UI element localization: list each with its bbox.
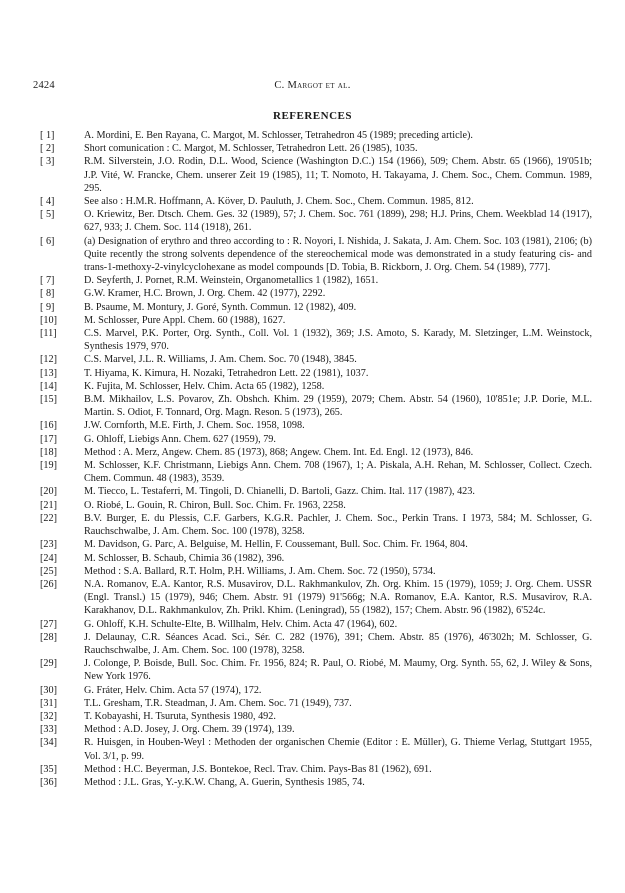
reference-number: [15] bbox=[40, 394, 57, 406]
reference-item bbox=[40, 327, 592, 353]
reference-item bbox=[40, 512, 592, 538]
reference-item bbox=[40, 499, 592, 512]
reference-text: G. Ohloff, K.H. Schulte-Elte, B. Willhalm, Helv. Chim. Acta 47 (1964), 602. bbox=[84, 618, 398, 630]
reference-number: [16] bbox=[40, 420, 57, 432]
reference-item bbox=[40, 446, 592, 459]
reference-number: [17] bbox=[40, 433, 57, 445]
reference-number: [ 2] bbox=[40, 143, 55, 155]
reference-text: B.M. Mikhailov, L.S. Povarov, Zh. Obshch. Khim. 29 (1959), 2079; Chem. Abstr. 54 (1960), 10'851e; J.P. Dorie, M.L. Martin. S. Odiot, F. Tonnard, Org. Magn. Reson. 5 (1973), 265. bbox=[84, 394, 592, 419]
reference-number: [ 8] bbox=[40, 288, 55, 300]
reference-item bbox=[40, 723, 592, 736]
reference-number: [13] bbox=[40, 367, 57, 379]
reference-text: J.W. Cornforth, M.E. Firth, J. Chem. Soc. 1958, 1098. bbox=[84, 420, 305, 432]
reference-text: T. Kobayashi, H. Tsuruta, Synthesis 1980, 492. bbox=[84, 710, 276, 722]
reference-text: C.S. Marvel, P.K. Porter, Org. Synth., Coll. Vol. 1 (1932), 369; J.S. Amoto, S. Karady, M. Sletzinger, L.M. Weinstock, Synthesis 1979, 970. bbox=[84, 328, 592, 353]
reference-number: [11] bbox=[40, 328, 57, 340]
reference-number: [33] bbox=[40, 724, 57, 736]
reference-text: N.A. Romanov, E.A. Kantor, R.S. Musavirov, D.L. Rakhmankulov, Zh. Org. Khim. 15 (1979), 1059; J. Org. Chem. USSR (Engl. Transl.) 15 (1979), 946; Chem. Abstr. 91 (1979) 91'566g; N.A. Romanov, E.A. Kantor, R.S. Musavirov, R.A. Karakhanov, D.L. Rakhmankulov, Zh. Prikl. Khim. (Leningrad), 55 (1982), 157; Chem. Abstr. 96 (1982), 6'524c. bbox=[84, 578, 592, 617]
reference-item bbox=[40, 301, 592, 314]
reference-number: [ 5] bbox=[40, 209, 55, 221]
reference-number: [31] bbox=[40, 697, 57, 709]
reference-text: G. Fráter, Helv. Chim. Acta 57 (1974), 172. bbox=[84, 684, 262, 696]
reference-item bbox=[40, 736, 592, 762]
reference-text: (a) Designation of erythro and threo according to : R. Noyori, I. Nishida, J. Sakata, J. Am. Chem. Soc. 103 (1981), 2106; (b) Quite recently the strong solvents dependence of the stereochemical mode was demonstrated in a study featuring cis- and trans-1-methoxy-2-vinylcyclohexane as model compounds [D. Tobia, B. Rickborn, J. Org. Chem. 54 (1989), 777]. bbox=[84, 235, 592, 274]
reference-text: M. Tiecco, L. Testaferri, M. Tingoli, D. Chianelli, D. Bartoli, Gazz. Chim. Ital. 117 (1987), 423. bbox=[84, 486, 475, 498]
reference-text: D. Seyferth, J. Pornet, R.M. Weinstein, Organometallics 1 (1982), 1651. bbox=[84, 275, 379, 287]
reference-text: Short comunication : C. Margot, M. Schlosser, Tetrahedron Lett. 26 (1985), 1035. bbox=[84, 143, 418, 155]
reference-item bbox=[40, 419, 592, 432]
reference-number: [30] bbox=[40, 684, 57, 696]
reference-number: [19] bbox=[40, 460, 57, 472]
reference-number: [12] bbox=[40, 354, 57, 366]
reference-item bbox=[40, 155, 592, 195]
reference-text: See also : H.M.R. Hoffmann, A. Köver, D. Pauluth, J. Chem. Soc., Chem. Commun. 1985, 812. bbox=[84, 196, 474, 208]
reference-item bbox=[40, 697, 592, 710]
reference-text: M. Schlosser, Pure Appl. Chem. 60 (1988), 1627. bbox=[84, 314, 286, 326]
reference-number: [24] bbox=[40, 552, 57, 564]
section-title: REFERENCES bbox=[273, 110, 352, 122]
reference-text: G.W. Kramer, H.C. Brown, J. Org. Chem. 42 (1977), 2292. bbox=[84, 288, 326, 300]
reference-text: J. Colonge, P. Boisde, Bull. Soc. Chim. Fr. 1956, 824; R. Paul, O. Riobé, M. Maumy, Org. Synth. 55, 62, J. Wiley & Sons, New York 1976. bbox=[84, 658, 592, 683]
reference-text: M. Davidson, G. Parc, A. Belguise, M. Hellin, F. Coussemant, Bull. Soc. Chim. Fr. 1964, 804. bbox=[84, 539, 468, 551]
reference-item bbox=[40, 195, 592, 208]
reference-text: J. Delaunay, C.R. Séances Acad. Sci., Sér. C. 282 (1976), 391; Chem. Abstr. 85 (1976), 46'302h; M. Schlosser, G. Rauchschwalbe, J. Am. Chem. Soc. 100 (1978), 3258. bbox=[84, 631, 592, 656]
reference-text: Method : H.C. Beyerman, J.S. Bontekoe, Recl. Trav. Chim. Pays-Bas 81 (1962), 691. bbox=[84, 763, 432, 775]
reference-number: [18] bbox=[40, 446, 57, 458]
reference-number: [ 7] bbox=[40, 275, 55, 287]
reference-item bbox=[40, 631, 592, 657]
reference-text: G. Ohloff, Liebigs Ann. Chem. 627 (1959), 79. bbox=[84, 433, 276, 445]
reference-number: [25] bbox=[40, 565, 57, 577]
reference-item bbox=[40, 142, 592, 155]
reference-item bbox=[40, 578, 592, 618]
reference-item bbox=[40, 353, 592, 366]
reference-item bbox=[40, 274, 592, 287]
reference-number: [ 1] bbox=[40, 130, 55, 141]
reference-text: K. Fujita, M. Schlosser, Helv. Chim. Acta 65 (1982), 1258. bbox=[84, 380, 325, 392]
reference-item bbox=[40, 287, 592, 300]
reference-item bbox=[40, 459, 592, 485]
reference-number: [23] bbox=[40, 539, 57, 551]
reference-text: T. Hiyama, K. Kimura, H. Nozaki, Tetrahedron Lett. 22 (1981), 1037. bbox=[84, 367, 369, 379]
reference-item bbox=[40, 538, 592, 551]
reference-list bbox=[40, 129, 592, 789]
reference-number: [34] bbox=[40, 737, 57, 749]
reference-item bbox=[40, 485, 592, 498]
reference-number: [29] bbox=[40, 658, 57, 670]
reference-item bbox=[40, 393, 592, 419]
reference-text: R.M. Silverstein, J.O. Rodin, D.L. Wood, Science (Washington D.C.) 154 (1966), 509; Chem. Abstr. 65 (1966), 19'051b; J.P. Vité, W. Francke, Chem. unserer Zeit 19 (1985), 11; T. Nomoto, H. Takayama, J. Chem. Soc., Chem. Commun. 1989, 295. bbox=[84, 156, 592, 194]
reference-item bbox=[40, 618, 592, 631]
reference-number: [26] bbox=[40, 578, 57, 590]
reference-number: [ 6] bbox=[40, 235, 55, 247]
reference-item bbox=[40, 763, 592, 776]
reference-number: [27] bbox=[40, 618, 57, 630]
reference-text: Method : S.A. Ballard, R.T. Holm, P.H. Williams, J. Am. Chem. Soc. 72 (1950), 5734. bbox=[84, 565, 436, 577]
reference-text: B.V. Burger, E. du Plessis, C.F. Garbers, K.G.R. Pachler, J. Chem. Soc., Perkin Trans. I 1973, 584; M. Schlosser, G. Rauchschwalbe, J. Am. Chem. Soc. 100 (1978), 3258. bbox=[84, 512, 592, 538]
reference-number: [35] bbox=[40, 763, 57, 775]
running-head-text: C. Margot et al. bbox=[274, 80, 351, 91]
reference-item bbox=[40, 314, 592, 327]
page-number: 2424 bbox=[33, 80, 55, 91]
reference-text: T.L. Gresham, T.R. Steadman, J. Am. Chem. Soc. 71 (1949), 737. bbox=[84, 697, 352, 709]
reference-item bbox=[40, 235, 592, 275]
reference-text: Method : J.L. Gras, Y.-y.K.W. Chang, A. Guerin, Synthesis 1985, 74. bbox=[84, 776, 365, 788]
reference-item bbox=[40, 208, 592, 234]
reference-item bbox=[40, 565, 592, 578]
reference-number: [21] bbox=[40, 499, 57, 511]
reference-item bbox=[40, 129, 592, 142]
running-head bbox=[0, 80, 625, 91]
reference-number: [22] bbox=[40, 512, 57, 524]
reference-item bbox=[40, 552, 592, 565]
reference-number: [36] bbox=[40, 776, 57, 788]
reference-number: [ 9] bbox=[40, 301, 55, 313]
reference-number: [10] bbox=[40, 314, 57, 326]
reference-item bbox=[40, 380, 592, 393]
reference-number: [32] bbox=[40, 710, 57, 722]
reference-item bbox=[40, 657, 592, 683]
reference-item bbox=[40, 710, 592, 723]
reference-number: [14] bbox=[40, 380, 57, 392]
reference-text: R. Huisgen, in Houben-Weyl : Methoden der organischen Chemie (Editor : E. Müller), G. Thieme Verlag, Stuttgart 1955, Vol. 3/1, p. 99. bbox=[84, 737, 592, 762]
reference-text: M. Schlosser, K.F. Christmann, Liebigs Ann. Chem. 708 (1967), 1; A. Piskala, A.H. Rehan, M. Schlosser, Collect. Czech. Chem. Commun. 48 (1983), 3539. bbox=[84, 460, 592, 485]
reference-number: [ 4] bbox=[40, 196, 55, 208]
reference-text: M. Schlosser, B. Schaub, Chimia 36 (1982), 396. bbox=[84, 552, 285, 564]
reference-item bbox=[40, 433, 592, 446]
reference-text: O. Kriewitz, Ber. Dtsch. Chem. Ges. 32 (1989), 57; J. Chem. Soc. 761 (1899), 298; H.J. Prins, Chem. Weekblad 14 (1917), 627, 933; J. Chem. Soc. 114 (1918), 261. bbox=[84, 209, 592, 234]
reference-item bbox=[40, 684, 592, 697]
reference-text: Method : A. Merz, Angew. Chem. 85 (1973), 868; Angew. Chem. Int. Ed. Engl. 12 (1973), 846. bbox=[84, 446, 474, 458]
reference-text: O. Riobé, L. Gouin, R. Chiron, Bull. Soc. Chim. Fr. 1963, 2258. bbox=[84, 499, 346, 511]
reference-text: A. Mordini, E. Ben Rayana, C. Margot, M. Schlosser, Tetrahedron 45 (1989; preceding article). bbox=[84, 130, 473, 141]
reference-number: [28] bbox=[40, 631, 57, 643]
reference-number: [20] bbox=[40, 486, 57, 498]
reference-text: B. Psaume, M. Montury, J. Goré, Synth. Commun. 12 (1982), 409. bbox=[84, 301, 357, 313]
reference-text: C.S. Marvel, J.L. R. Williams, J. Am. Chem. Soc. 70 (1948), 3845. bbox=[84, 354, 357, 366]
reference-number: [ 3] bbox=[40, 156, 55, 168]
reference-item bbox=[40, 776, 592, 789]
reference-item bbox=[40, 367, 592, 380]
reference-text: Method : A.D. Josey, J. Org. Chem. 39 (1974), 139. bbox=[84, 724, 295, 736]
